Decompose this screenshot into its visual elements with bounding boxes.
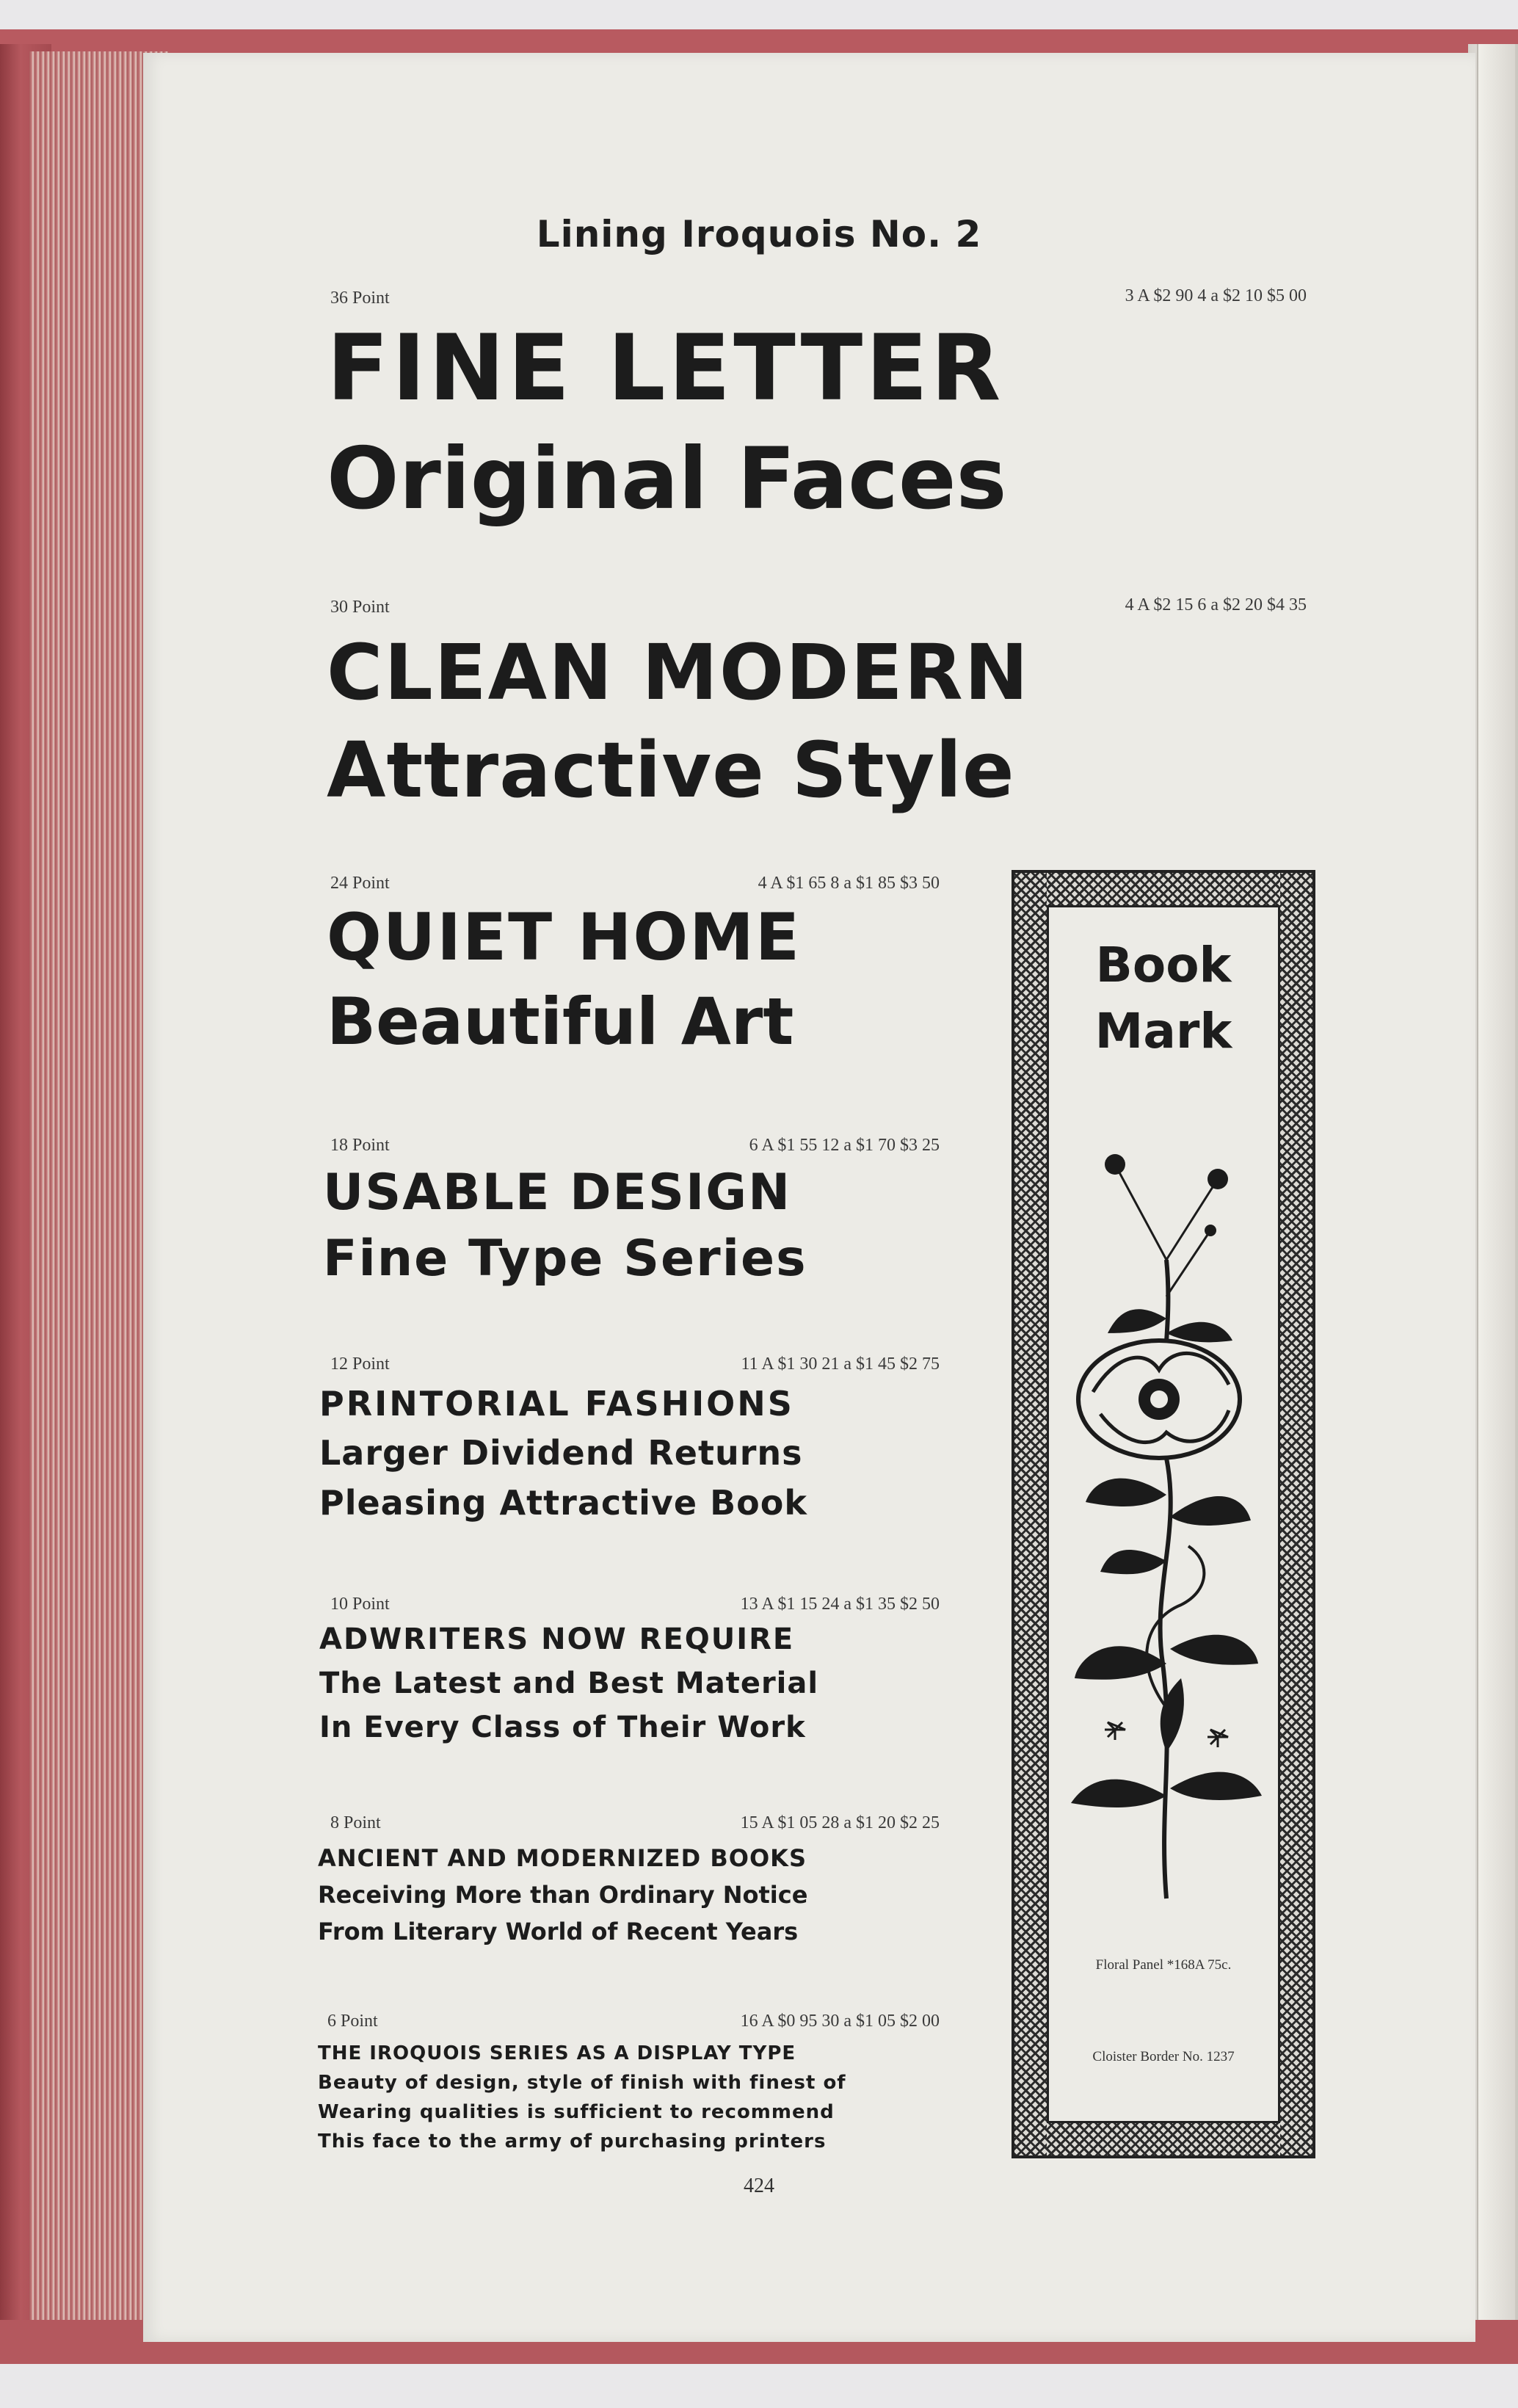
specimen-size-18: 18 Point <box>330 1136 390 1155</box>
specimen-line: Original Faces <box>327 429 1007 529</box>
specimen-price-8: 15 A $1 05 28 a $1 20 $2 25 <box>740 1813 940 1832</box>
floral-panel-illustration <box>1064 1150 1269 1913</box>
cloister-border-caption: Cloister Border No. 1237 <box>1092 2049 1235 2064</box>
bookmark-panel <box>1012 870 1315 2158</box>
specimen-price-12: 11 A $1 30 21 a $1 45 $2 75 <box>741 1354 940 1374</box>
specimen-price-10: 13 A $1 15 24 a $1 35 $2 50 <box>740 1595 940 1614</box>
specimen-line: Attractive Style <box>327 725 1015 815</box>
specimen-line: Beautiful Art <box>327 984 794 1059</box>
specimen-line: CLEAN MODERN <box>327 628 1030 717</box>
specimen-line: Larger Dividend Returns <box>319 1433 803 1473</box>
specimen-size-10: 10 Point <box>330 1595 390 1614</box>
page-number: 424 <box>744 2175 774 2197</box>
specimen-line: Receiving More than Ordinary Notice <box>318 1881 808 1909</box>
cloister-border-top <box>1014 873 1312 905</box>
specimen-price-18: 6 A $1 55 12 a $1 70 $3 25 <box>749 1136 940 1155</box>
specimen-line: Pleasing Attractive Book <box>319 1483 807 1523</box>
specimen-line: Beauty of design, style of finish with finest of <box>318 2072 846 2094</box>
cloister-border-right <box>1280 873 1312 2155</box>
floral-panel-caption: Floral Panel *168A 75c. <box>1095 1957 1232 1973</box>
specimen-line: Wearing qualities is sufficient to recommend <box>318 2101 835 2123</box>
specimen-size-24: 24 Point <box>330 874 390 893</box>
specimen-line: ADWRITERS NOW REQUIRE <box>319 1622 795 1656</box>
specimen-line: USABLE DESIGN <box>323 1164 791 1222</box>
bookmark-title-line2: Mark <box>1094 1003 1232 1059</box>
specimen-line: Fine Type Series <box>323 1230 807 1288</box>
facing-page-edge <box>1477 44 1515 2327</box>
specimen-line: The Latest and Best Material <box>319 1667 819 1700</box>
specimen-price-6: 16 A $0 95 30 a $1 05 $2 00 <box>740 2012 940 2031</box>
specimen-price-36: 3 A $2 90 4 a $2 10 $5 00 <box>1125 286 1307 305</box>
specimen-size-36: 36 Point <box>330 289 390 308</box>
bookmark-inner <box>1047 905 1280 2123</box>
specimen-line: ANCIENT AND MODERNIZED BOOKS <box>318 1844 807 1872</box>
specimen-size-30: 30 Point <box>330 598 390 617</box>
specimen-price-24: 4 A $1 65 8 a $1 85 $3 50 <box>758 874 940 893</box>
specimen-line: This face to the army of purchasing printers <box>318 2130 827 2153</box>
specimen-line: From Literary World of Recent Years <box>318 1918 799 1945</box>
bookmark-title-line1: Book <box>1095 937 1232 993</box>
page-heading: Lining Iroquois No. 2 <box>536 213 982 255</box>
cloister-border-bottom <box>1014 2123 1312 2155</box>
specimen-size-6: 6 Point <box>327 2012 378 2031</box>
specimen-line: In Every Class of Their Work <box>319 1711 806 1744</box>
specimen-price-30: 4 A $2 15 6 a $2 20 $4 35 <box>1125 595 1307 614</box>
specimen-size-12: 12 Point <box>330 1354 390 1374</box>
specimen-line: THE IROQUOIS SERIES AS A DISPLAY TYPE <box>318 2042 796 2064</box>
specimen-size-8: 8 Point <box>330 1813 381 1832</box>
specimen-line: QUIET HOME <box>327 899 801 975</box>
specimen-line: PRINTORIAL FASHIONS <box>319 1384 794 1424</box>
specimen-line: FINE LETTER <box>327 316 1004 421</box>
cloister-border-left <box>1014 873 1047 2155</box>
